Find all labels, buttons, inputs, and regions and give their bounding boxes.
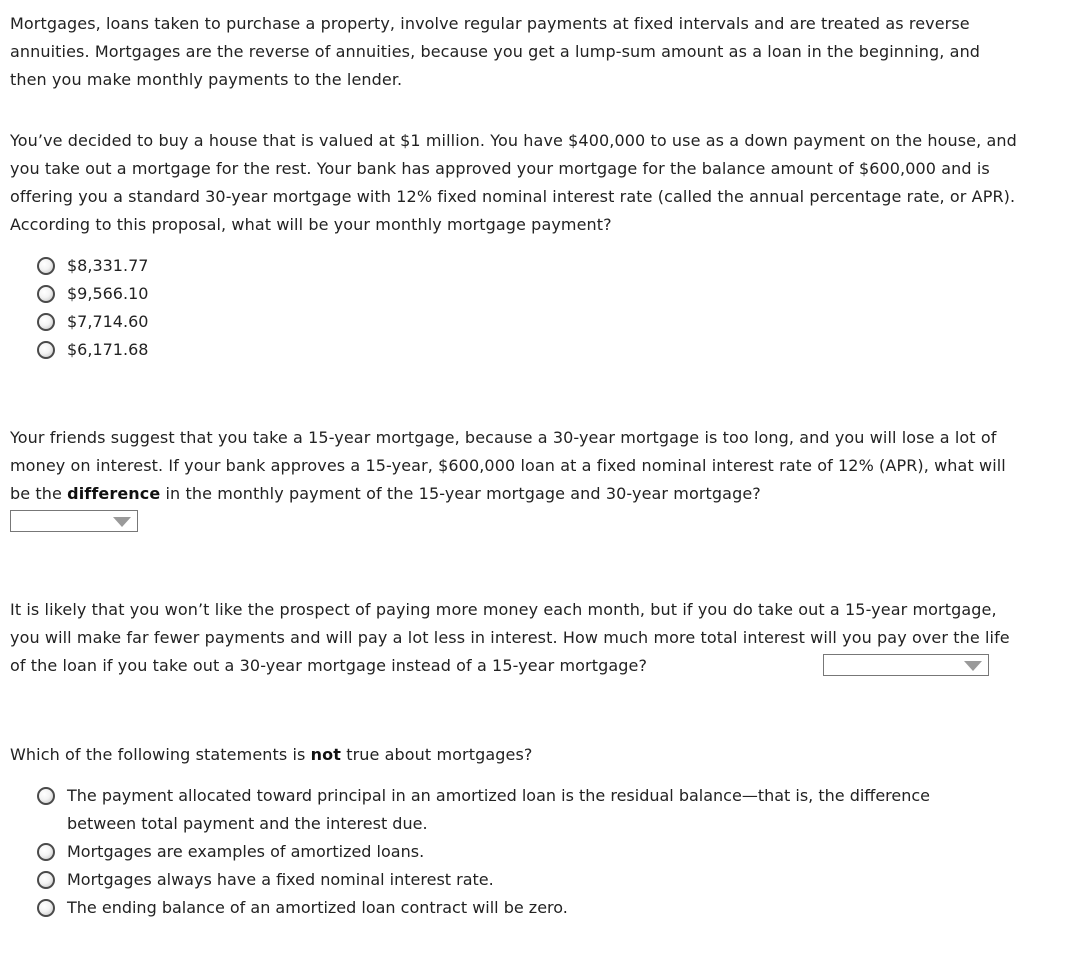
radio-button[interactable] <box>37 313 55 331</box>
question-1-option[interactable] <box>37 280 148 308</box>
option-label: Mortgages always have a fixed nominal interest rate. <box>67 870 494 889</box>
chevron-down-icon <box>113 517 131 527</box>
question-4-option[interactable] <box>37 782 997 838</box>
question-1-text: You’ve decided to buy a house that is valued at $1 million. You have $400,000 to use as a down payment on the house, and you take out a mortgage for the rest. Your bank has approved your mortgage for the balance amount of $600,000 and is offering you a standard 30-year mortgage with 12% fixed nominal interest rate (called the annual percentage rate, or APR). According to this proposal, what will be your monthly mortgage payment? <box>10 131 1017 234</box>
intro-paragraph: Mortgages, loans taken to purchase a property, involve regular payments at fixed intervals and are treated as reverse annuities. Mortgages are the reverse of annuities, because you get a lump-sum amount as a loan in the beginning, and then you make monthly payments to the lender. <box>10 14 981 89</box>
radio-button[interactable] <box>37 257 55 275</box>
question-4-option[interactable] <box>37 838 997 866</box>
chevron-down-icon <box>964 661 982 671</box>
question-1-option[interactable] <box>37 252 148 280</box>
question-4-emphasis: not <box>310 745 342 764</box>
radio-button[interactable] <box>37 843 55 861</box>
radio-button[interactable] <box>37 899 55 917</box>
option-label: $7,714.60 <box>67 312 149 331</box>
question-2-text <box>10 424 1020 508</box>
option-label: $8,331.77 <box>67 256 149 275</box>
question-1-option[interactable] <box>37 336 148 364</box>
question-3-answer-dropdown[interactable] <box>823 654 989 676</box>
option-label: The payment allocated toward principal in an amortized loan is the residual balance—that is, the difference between total payment and the interest due. <box>67 786 931 833</box>
question-3-text: It is likely that you won’t like the prospect of paying more money each month, but if you do take out a 15-year mortgage, you will make far fewer payments and will pay a lot less in interest. How much more total interest will you pay over the life of the loan if you take out a 30-year mortgage instead of a 15-year mortgage? <box>10 600 1010 675</box>
question-4-option[interactable] <box>37 894 997 922</box>
question-4-text <box>10 741 1020 769</box>
question-2-answer-dropdown[interactable] <box>10 510 138 532</box>
option-label: The ending balance of an amortized loan contract will be zero. <box>67 898 568 917</box>
radio-button[interactable] <box>37 341 55 359</box>
question-1-options <box>37 252 148 364</box>
question-4-option[interactable] <box>37 866 997 894</box>
option-label: Mortgages are examples of amortized loans. <box>67 842 425 861</box>
question-2-emphasis: difference <box>67 484 161 503</box>
radio-button[interactable] <box>37 285 55 303</box>
option-label: $9,566.10 <box>67 284 149 303</box>
question-2-text-start: Your friends suggest that you take a 15-year mortgage, because a 30-year mortgage is too long, and you will lose a lot of money on interest. If your bank approves a 15-year, $600,000 loan at a fixed nominal interest rate of 12% (APR), what will be the <box>10 428 1006 503</box>
question-4-text-end: true about mortgages? <box>341 745 533 764</box>
question-4-text-start: Which of the following statements is <box>10 745 311 764</box>
question-2-text-end: in the monthly payment of the 15-year mortgage and 30-year mortgage? <box>160 484 761 503</box>
option-label: $6,171.68 <box>67 340 149 359</box>
radio-button[interactable] <box>37 787 55 805</box>
question-1-option[interactable] <box>37 308 148 336</box>
question-4-options <box>37 782 997 922</box>
radio-button[interactable] <box>37 871 55 889</box>
